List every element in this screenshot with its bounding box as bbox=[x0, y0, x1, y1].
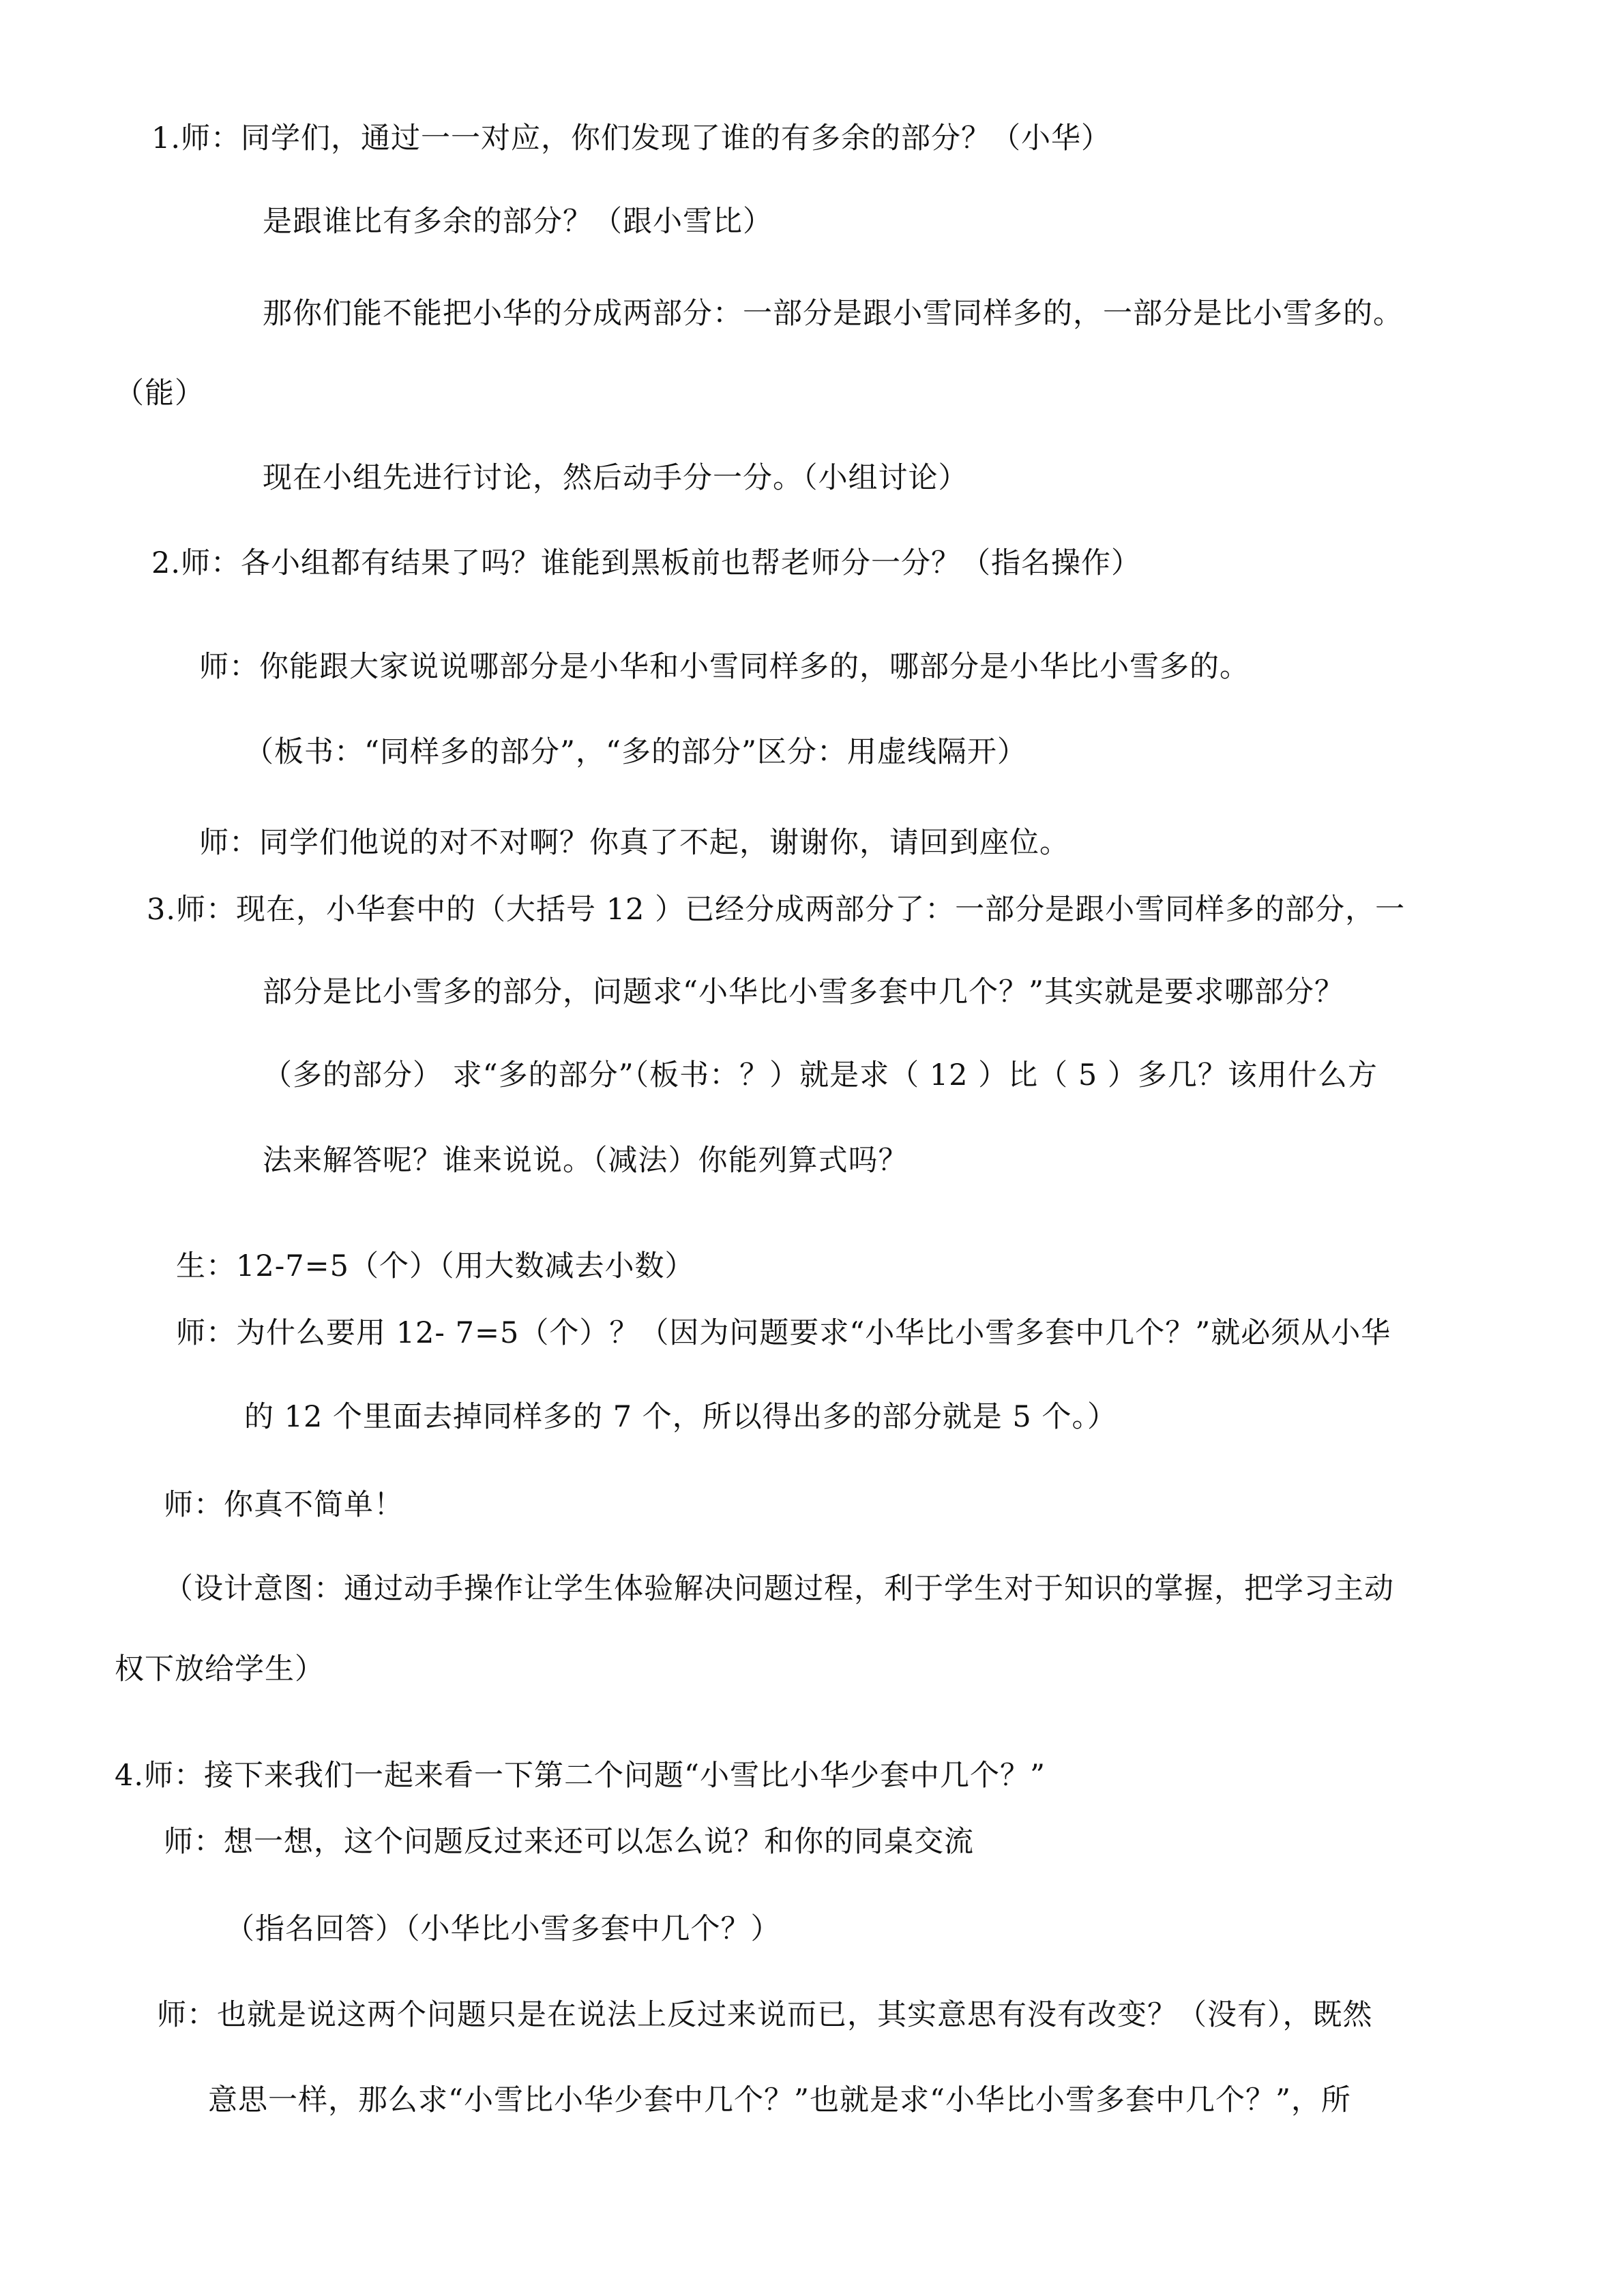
text-line-2: 是跟谁比有多余的部分？（跟小雪比） bbox=[263, 205, 773, 239]
text-line-13: 法来解答呢？谁来说说。（减法）你能列算式吗？ bbox=[263, 1144, 909, 1178]
text-line-19: 权下放给学生） bbox=[115, 1652, 325, 1686]
text-line-8: （板书：“同样多的部分”，“多的部分”区分：用虚线隔开） bbox=[244, 735, 1027, 769]
text-line-14: 生：12-7=5（个）（用大数减去小数） bbox=[176, 1249, 695, 1283]
text-line-22: （指名回答）（小华比小雪多套中几个？） bbox=[225, 1912, 781, 1946]
text-line-23: 师：也就是说这两个问题只是在说法上反过来说而已，其实意思有没有改变？（没有），既然 bbox=[157, 1998, 1373, 2032]
text-line-17: 师：你真不简单！ bbox=[164, 1488, 404, 1522]
text-line-18: （设计意图：通过动手操作让学生体验解决问题过程，利于学生对于知识的掌握，把学习主动 bbox=[164, 1572, 1394, 1606]
text-line-5: 现在小组先进行讨论，然后动手分一分。（小组讨论） bbox=[263, 461, 969, 495]
text-line-9: 师：同学们他说的对不对啊？你真了不起，谢谢你，请回到座位。 bbox=[199, 826, 1069, 860]
text-line-4: （能） bbox=[115, 376, 205, 411]
text-line-3: 那你们能不能把小华的分成两部分：一部分是跟小雪同样多的，一部分是比小雪多的。 bbox=[263, 297, 1403, 331]
text-line-7: 师：你能跟大家说说哪部分是小华和小雪同样多的，哪部分是小华比小雪多的。 bbox=[199, 650, 1250, 684]
text-line-12: （多的部分） 求“多的部分”（板书：？）就是求（ 12 ）比（ 5 ）多几？该用什么方 bbox=[263, 1058, 1378, 1092]
text-line-24: 意思一样，那么求“小雪比小华少套中几个？”也就是求“小华比小雪多套中几个？”，所 bbox=[208, 2083, 1351, 2117]
text-line-21: 师：想一想，这个问题反过来还可以怎么说？和你的同桌交流 bbox=[164, 1825, 974, 1859]
text-line-15: 师：为什么要用 12- 7=5（个）？（因为问题要求“小华比小雪多套中几个？”就必须从小华 bbox=[176, 1316, 1391, 1350]
text-line-10: 3.师：现在，小华套中的（大括号 12 ）已经分成两部分了：一部分是跟小雪同样多的部分，一 bbox=[147, 893, 1406, 927]
text-line-11: 部分是比小雪多的部分，问题求“小华比小雪多套中几个？”其实就是要求哪部分？ bbox=[263, 975, 1344, 1009]
text-line-6: 2.师：各小组都有结果了吗？谁能到黑板前也帮老师分一分？（指名操作） bbox=[151, 546, 1142, 580]
text-line-16: 的 12 个里面去掉同样多的 7 个，所以得出多的部分就是 5 个。） bbox=[244, 1400, 1117, 1434]
text-line-1: 1.师：同学们，通过一一对应，你们发现了谁的有多余的部分？（小华） bbox=[151, 121, 1112, 155]
text-line-20: 4.师：接下来我们一起来看一下第二个问题“小雪比小华少套中几个？” bbox=[115, 1759, 1046, 1793]
